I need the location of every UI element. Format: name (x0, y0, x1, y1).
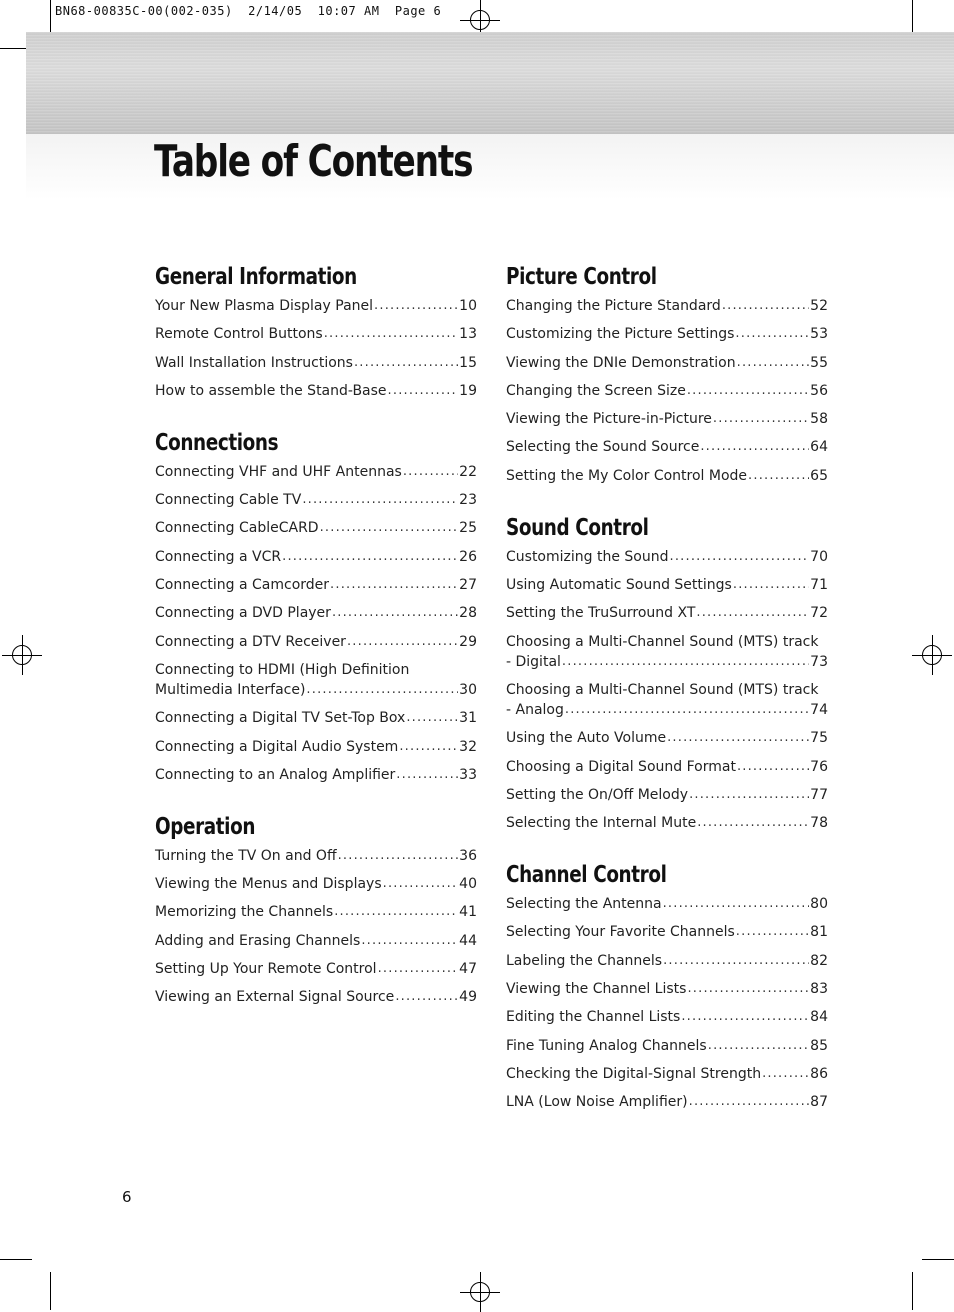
entry-label-continued: Multimedia Interface) (155, 681, 306, 698)
entry-page-number: 13 (459, 326, 477, 343)
dot-leader (689, 1092, 810, 1112)
entry-label: Selecting the Internal Mute (506, 815, 697, 832)
dot-leader (713, 409, 809, 429)
entry-label: Customizing the Sound (506, 548, 669, 565)
entry-label: Editing the Channel Lists (506, 1009, 681, 1026)
entry-page-number: 56 (810, 382, 828, 399)
entry-page-number: 47 (459, 961, 477, 978)
dot-leader (663, 894, 810, 914)
entry-label: Selecting Your Favorite Channels (506, 924, 735, 941)
toc-entry[interactable] (155, 765, 477, 785)
dot-leader (282, 547, 458, 567)
toc-entry[interactable] (506, 894, 828, 914)
toc-section (155, 812, 477, 1007)
toc-entry[interactable] (155, 632, 477, 652)
entry-label: Connecting a VCR (155, 548, 282, 565)
dot-leader (700, 437, 809, 457)
entry-page-number: 10 (459, 298, 477, 314)
dot-leader (562, 652, 809, 672)
entry-label: Connecting to an Analog Amplifier (155, 766, 396, 783)
dot-leader (361, 931, 458, 951)
entry-label: Your New Plasma Display Panel (155, 298, 374, 314)
dot-leader (347, 632, 458, 652)
entry-page-number: 83 (810, 981, 828, 998)
entry-page-number: 87 (810, 1094, 828, 1111)
entry-page-number: 40 (459, 876, 477, 893)
registration-mark-right (912, 635, 952, 675)
entry-page-number: 78 (810, 815, 828, 832)
entry-page-number: 32 (459, 738, 477, 755)
dot-leader (687, 979, 809, 999)
entry-label: Connecting a Digital TV Set-Top Box (155, 710, 406, 727)
entry-page-number: 86 (810, 1065, 828, 1082)
toc-entry[interactable] (506, 1036, 828, 1056)
dot-leader (378, 959, 459, 979)
toc-entry[interactable] (506, 1064, 828, 1084)
entry-page-number: 31 (459, 710, 477, 727)
entry-page-number: 84 (810, 1009, 828, 1026)
entry-page-number: 82 (810, 952, 828, 969)
toc-section (155, 262, 477, 401)
dot-leader (383, 874, 459, 894)
dot-leader (708, 1036, 809, 1056)
toc-entry[interactable] (155, 547, 477, 567)
entry-page-number: 73 (810, 653, 828, 670)
entry-page-number: 76 (810, 758, 828, 775)
entry-label: Using Automatic Sound Settings (506, 577, 732, 594)
entry-label: Connecting VHF and UHF Antennas (155, 463, 402, 480)
dot-leader (748, 466, 809, 486)
entry-page-number: 29 (459, 633, 477, 650)
registration-mark-bottom (460, 1272, 500, 1312)
dot-leader (388, 381, 459, 401)
toc-entry[interactable] (506, 575, 828, 595)
dot-leader (396, 765, 458, 785)
toc-section (506, 860, 828, 1112)
entry-label: Customizing the Picture Settings (506, 326, 735, 343)
toc-entry[interactable] (155, 959, 477, 979)
dot-leader (399, 737, 458, 757)
toc-entry[interactable] (155, 737, 477, 757)
toc-entry[interactable] (506, 922, 828, 942)
entry-page-number: 19 (459, 382, 477, 399)
entry-label: Turning the TV On and Off (155, 847, 337, 864)
entry-label: Setting the On/Off Melody (506, 786, 689, 803)
entry-label: Checking the Digital-Signal Strength (506, 1065, 762, 1082)
dot-leader (737, 353, 810, 373)
toc-entry[interactable] (155, 846, 477, 866)
entry-label: Fine Tuning Analog Channels (506, 1037, 707, 1054)
toc-entry[interactable] (506, 680, 828, 720)
dot-leader (395, 987, 458, 1007)
crop-mark (922, 1259, 954, 1260)
entry-page-number: 28 (459, 605, 477, 622)
entry-label: Choosing a Multi-Channel Sound (MTS) track (506, 633, 819, 650)
entry-label: Memorizing the Channels (155, 904, 334, 921)
entry-label: Setting the TruSurround XT (506, 605, 696, 622)
dot-leader (697, 813, 809, 833)
crop-mark (50, 1272, 51, 1310)
toc-entry[interactable] (506, 603, 828, 623)
entry-page-number: 55 (810, 354, 828, 371)
toc-left-column (155, 262, 477, 1034)
entry-page-number: 75 (810, 730, 828, 747)
toc-entry[interactable] (506, 324, 828, 344)
dot-leader (681, 1007, 809, 1027)
entry-page-number: 49 (459, 989, 477, 1006)
section-heading: Operation (155, 813, 256, 840)
entry-page-number: 23 (459, 492, 477, 509)
entry-label: Connecting a Camcorder (155, 577, 330, 594)
dot-leader (403, 462, 458, 482)
toc-entry[interactable] (155, 324, 477, 344)
entry-label: Choosing a Digital Sound Format (506, 758, 736, 775)
toc-entry[interactable] (506, 381, 828, 401)
toc-entry[interactable] (155, 708, 477, 728)
dot-leader (320, 518, 459, 538)
dot-leader (667, 728, 809, 748)
toc-entry[interactable] (506, 979, 828, 999)
toc-entry[interactable] (506, 1007, 828, 1027)
entry-page-number: 65 (810, 467, 828, 484)
toc-entry[interactable] (155, 902, 477, 922)
page-title: Table of Contents (154, 136, 473, 187)
entry-label: Connecting a DTV Receiver (155, 633, 346, 650)
crop-mark (912, 1272, 913, 1310)
dot-leader (722, 296, 809, 316)
dot-leader (687, 381, 809, 401)
entry-page-number: 26 (459, 548, 477, 565)
entry-page-number: 74 (810, 701, 828, 718)
section-heading: Sound Control (506, 514, 649, 541)
entry-page-number: 33 (459, 766, 477, 783)
toc-entry[interactable] (506, 437, 828, 457)
dot-leader (735, 324, 809, 344)
toc-entry[interactable] (155, 296, 477, 316)
entry-page-number: 70 (810, 548, 828, 565)
entry-page-number: 77 (810, 786, 828, 803)
entry-label: Changing the Screen Size (506, 382, 686, 399)
dot-leader (330, 575, 458, 595)
entry-label: Remote Control Buttons (155, 326, 323, 343)
toc-entry[interactable] (506, 547, 828, 567)
entry-line-two (506, 700, 828, 720)
toc-entry[interactable] (155, 603, 477, 623)
toc-entry[interactable] (506, 757, 828, 777)
toc-entry[interactable] (155, 660, 477, 700)
toc-entry[interactable] (155, 462, 477, 482)
entry-label: Connecting Cable TV (155, 492, 302, 509)
entry-label: Setting the My Color Control Mode (506, 467, 748, 484)
crop-mark (912, 0, 913, 32)
dot-leader (334, 902, 458, 922)
dot-leader (696, 603, 809, 623)
dot-leader (302, 490, 458, 510)
toc-entry[interactable] (155, 874, 477, 894)
entry-page-number: 44 (459, 932, 477, 949)
section-heading: Connections (155, 429, 279, 456)
entry-label: Labeling the Channels (506, 952, 663, 969)
toc-entry[interactable] (506, 728, 828, 748)
toc-entry[interactable] (155, 381, 477, 401)
entry-line-two (155, 680, 477, 700)
entry-label: Connecting a Digital Audio System (155, 738, 399, 755)
entry-label: Viewing the Picture-in-Picture (506, 411, 712, 428)
entry-label: Viewing the DNIe Demonstration (506, 354, 736, 371)
entry-page-number: 27 (459, 577, 477, 594)
entry-label: Selecting the Sound Source (506, 439, 700, 456)
entry-label: Using the Auto Volume (506, 730, 667, 747)
entry-label: Viewing the Menus and Displays (155, 876, 382, 893)
entry-label: Setting Up Your Remote Control (155, 961, 377, 978)
entry-line-two (506, 652, 828, 672)
entry-label: Connecting CableCARD (155, 520, 319, 537)
entry-page-number: 22 (459, 463, 477, 480)
toc-entry[interactable] (155, 518, 477, 538)
entry-page-number: 64 (810, 439, 828, 456)
dot-leader (762, 1064, 809, 1084)
entry-page-number: 80 (810, 896, 828, 913)
toc-entry[interactable] (155, 353, 477, 373)
dot-leader (332, 603, 458, 623)
dot-leader (306, 680, 458, 700)
toc-entry[interactable] (506, 296, 828, 316)
dot-leader (736, 922, 809, 942)
dot-leader (374, 296, 458, 316)
entry-page-number: 41 (459, 904, 477, 921)
toc-right-column (506, 262, 828, 1139)
dot-leader (663, 951, 809, 971)
section-heading: Picture Control (506, 264, 657, 290)
toc-entry[interactable] (155, 987, 477, 1007)
dot-leader (689, 785, 809, 805)
dot-leader (324, 324, 458, 344)
toc-entry[interactable] (155, 490, 477, 510)
toc-section (155, 428, 477, 785)
toc-entry[interactable] (155, 575, 477, 595)
section-heading: General Information (155, 264, 357, 290)
dot-leader (406, 708, 458, 728)
entry-page-number: 58 (810, 411, 828, 428)
toc-entry[interactable] (506, 1092, 828, 1112)
toc-entry[interactable] (506, 813, 828, 833)
entry-page-number: 71 (810, 577, 828, 594)
toc-entry[interactable] (155, 931, 477, 951)
entry-label: Changing the Picture Standard (506, 298, 721, 314)
entry-page-number: 52 (810, 298, 828, 314)
crop-mark (50, 0, 51, 32)
header-band (26, 32, 954, 134)
toc-entry[interactable] (506, 409, 828, 429)
entry-label: Adding and Erasing Channels (155, 932, 361, 949)
entry-label: Connecting a DVD Player (155, 605, 331, 622)
dot-leader (669, 547, 809, 567)
entry-page-number: 15 (459, 354, 477, 371)
toc-entry[interactable] (506, 785, 828, 805)
entry-label: Viewing the Channel Lists (506, 981, 687, 998)
entry-label: Wall Installation Instructions (155, 354, 353, 371)
toc-entry[interactable] (506, 353, 828, 373)
entry-page-number: 36 (459, 847, 477, 864)
crop-mark (0, 1259, 32, 1260)
entry-page-number: 53 (810, 326, 828, 343)
entry-label: How to assemble the Stand-Base (155, 382, 387, 399)
entry-page-number: 72 (810, 605, 828, 622)
entry-label-continued: - Digital (506, 653, 561, 670)
toc-section (506, 262, 828, 486)
page-number: 6 (122, 1188, 132, 1206)
toc-entry[interactable] (506, 951, 828, 971)
entry-label: Choosing a Multi-Channel Sound (MTS) track (506, 681, 819, 698)
entry-label: Connecting to HDMI (High Definition (155, 661, 410, 678)
dot-leader (565, 700, 809, 720)
entry-label-continued: - Analog (506, 701, 564, 718)
dot-leader (338, 846, 459, 866)
entry-label: LNA (Low Noise Amplifier) (506, 1094, 688, 1111)
registration-mark-left (2, 635, 42, 675)
dot-leader (354, 353, 458, 373)
entry-page-number: 30 (459, 681, 477, 698)
entry-page-number: 25 (459, 520, 477, 537)
section-heading: Channel Control (506, 862, 667, 889)
print-slug-line: BN68-00835C-00(002-035) 2/14/05 10:07 AM Page 6 (55, 4, 442, 18)
entry-page-number: 81 (810, 924, 828, 941)
entry-label: Selecting the Antenna (506, 896, 662, 913)
entry-page-number: 85 (810, 1037, 828, 1054)
entry-label: Viewing an External Signal Source (155, 989, 395, 1006)
toc-entry[interactable] (506, 466, 828, 486)
dot-leader (737, 757, 809, 777)
dot-leader (733, 575, 809, 595)
toc-entry[interactable] (506, 632, 828, 672)
toc-section (506, 513, 828, 833)
